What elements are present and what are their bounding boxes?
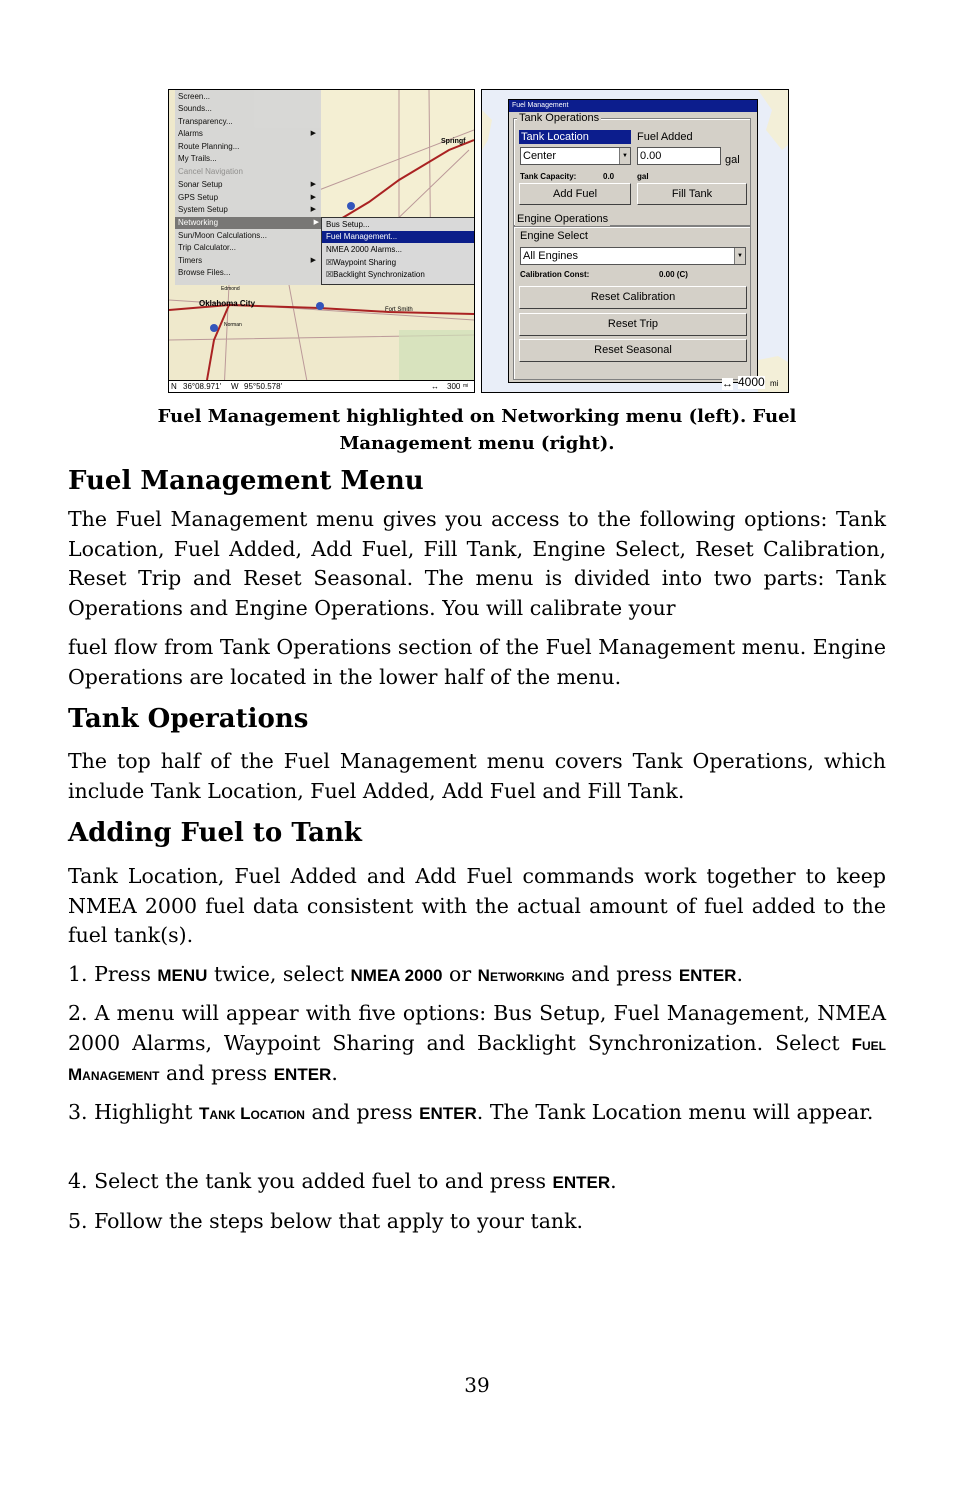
step-4-text-b: . [610,1169,617,1193]
step-5: 5. Follow the steps below that apply to your tank. [68,1209,584,1233]
tank-capacity-value: 0.0 [603,172,615,181]
zoom-arrow-icon: ↔ [431,382,439,391]
step-1-key-enter: ENTER [678,966,737,985]
map-status-bar [169,380,474,392]
calibration-const-value: 0.00 (C) [659,270,688,279]
map-label-springfield: Springf [441,138,466,145]
reset-trip-button[interactable]: Reset Trip [519,313,747,336]
paragraph-tank-operations: The top half of the Fuel Management menu covers Tank Operations, which include Tank Location, Fuel Added, Add Fuel and Fill Tank. [68,749,886,803]
fuel-added-input[interactable]: 0.00 [637,147,721,165]
step-1-text-a: 1. Press [68,962,158,986]
step-1-key-networking: Networking [477,966,565,985]
engine-select-label: Engine Select [520,230,588,242]
fuel-added-label: Fuel Added [637,131,693,143]
page-number: 39 [464,1373,490,1397]
submenu-item-backlight-sync[interactable] [326,269,425,281]
networking-submenu [321,217,475,285]
menu-item-sounds[interactable]: Sounds... [178,104,212,113]
right-zoom-unit: mi [770,379,779,388]
tank-capacity-label: Tank Capacity: [520,172,577,181]
status-zoom: 300 [447,382,461,391]
status-lat-prefix: N [171,382,177,391]
menu-item-browse-files[interactable]: Browse Files... [178,268,231,277]
figure-caption [68,403,886,457]
step-2-text-c: . [331,1061,338,1085]
arrow-right-icon: ▶ [310,181,316,188]
fuel-management-screenshot [481,89,789,393]
map-label-oklahoma-city: Oklahoma City [199,299,256,308]
step-2-text-b: and press [159,1061,274,1085]
caption-line-1: Fuel Management highlighted on Networking menu (left). Fuel [157,406,797,427]
tank-location-label[interactable]: Tank Location [519,130,631,144]
paragraph-intro: The Fuel Management menu gives you access to the following options: Tank Location, Fuel Added, Add Fuel, Fill Tank, Engine Select, Reset Calibration, Reset Trip and Reset Seasonal. The menu is divided into two parts: Tank Operations and Engine Operations. You will calibrate your [68,507,886,620]
step-3-key-tank-location: Tank Location [199,1104,305,1123]
step-2-key-enter: ENTER [273,1065,332,1084]
menu-item-system-setup[interactable] [178,204,318,216]
fill-tank-button[interactable]: Fill Tank [637,183,747,205]
zoom-arrow-icon: ↔ [722,378,733,390]
menu-item-networking-label: Networking [178,218,219,227]
tank-location-select[interactable] [520,147,631,165]
menu-item-trip-calculator[interactable]: Trip Calculator... [178,243,236,252]
step-2-key-fuel-management: Fuel Management [68,1034,886,1084]
arrow-right-icon: ▶ [310,194,316,201]
menu-item-timers[interactable] [178,255,318,267]
menu-item-screen[interactable]: Screen... [178,92,211,101]
step-1-key-menu: MENU [157,966,208,985]
submenu-item-nmea-alarms[interactable]: NMEA 2000 Alarms... [326,245,403,254]
step-2 [68,999,886,1090]
checkbox-icon: ☒ [326,270,334,279]
menu-item-alarms[interactable] [178,128,318,140]
heading-fuel-management-menu: Fuel Management Menu [68,466,424,496]
step-3-text-a: 3. Highlight [68,1100,200,1124]
step-1 [68,960,886,991]
right-zoom-level: 4000 [738,375,765,389]
arrow-right-icon: ▶ [310,130,316,137]
menu-item-sonar-setup-label: Sonar Setup [178,180,223,189]
heading-tank-operations: Tank Operations [68,704,309,734]
reset-calibration-button[interactable]: Reset Calibration [519,286,747,309]
reset-seasonal-button[interactable]: Reset Seasonal [519,339,747,362]
arrow-right-icon: ▶ [313,219,319,226]
menu-item-route-planning[interactable]: Route Planning... [178,142,240,151]
step-4-text-a: 4. Select the tank you added fuel to and press [68,1169,553,1193]
map-label-norman: Norman [224,322,242,328]
step-2-text-a: 2. A menu will appear with five options: Bus Setup, Fuel Management, NMEA 2000 Alarms, Waypoint Sharing and Backlight Synchronization. Select [68,1001,886,1055]
dropdown-arrow-icon: ▼ [734,248,745,264]
menu-item-networking[interactable] [175,217,321,229]
fuel-added-unit: gal [725,154,740,166]
step-1-text-d: and press [564,962,679,986]
menu-item-my-trails[interactable]: My Trails... [178,154,217,163]
menu-item-gps-setup[interactable] [178,192,318,204]
dialog-title: Fuel Management [509,100,757,112]
step-1-key-nmea: NMEA 2000 [350,966,443,985]
submenu-item-bus-setup[interactable]: Bus Setup... [326,220,370,229]
status-zoom-unit: mi [463,383,469,389]
menu-item-sun-moon[interactable]: Sun/Moon Calculations... [178,231,267,240]
step-4 [68,1167,886,1198]
caption-line-2: Management menu (right). [339,433,615,454]
submenu-item-backlight-sync-label: Backlight Synchronization [333,270,425,279]
menu-item-cancel-navigation: Cancel Navigation [178,167,243,176]
tank-capacity-unit: gal [637,172,649,181]
step-3-key-enter: ENTER [419,1104,477,1123]
add-fuel-button[interactable]: Add Fuel [519,183,631,205]
engine-select-dropdown[interactable] [520,247,746,265]
submenu-item-fuel-management[interactable]: Fuel Management... [322,231,474,243]
dropdown-arrow-icon: ▼ [619,148,630,164]
engine-select-value: All Engines [523,250,579,262]
menu-item-alarms-label: Alarms [178,129,203,138]
submenu-item-waypoint-sharing[interactable] [326,257,396,269]
step-3-text-c: . The Tank Location menu will appear. [476,1100,874,1124]
map-label-edmond: Edmond [221,286,240,292]
paragraph-adding-fuel: Tank Location, Fuel Added and Add Fuel commands work together to keep NMEA 2000 fuel data consistent with the actual amount of fuel added to the fuel tank(s). [68,864,886,947]
arrow-right-icon: ▶ [310,257,316,264]
fuel-management-dialog [508,99,758,383]
menu-item-gps-setup-label: GPS Setup [178,193,219,202]
step-1-text-c: or [442,962,478,986]
menu-item-transparency[interactable]: Transparency... [178,117,233,126]
step-4-key-enter: ENTER [552,1173,611,1192]
main-menu [175,90,321,285]
tank-operations-label: Tank Operations [519,112,600,124]
submenu-item-waypoint-sharing-label: Waypoint Sharing [333,258,397,267]
step-1-text-b: twice, select [207,962,351,986]
arrow-right-icon: ▶ [310,206,316,213]
tank-location-value: Center [523,150,557,162]
menu-item-timers-label: Timers [178,256,203,265]
menu-item-sonar-setup[interactable] [178,179,318,191]
status-longitude: 95°50.578' [244,382,283,391]
networking-menu-screenshot [168,89,475,393]
step-3 [68,1098,886,1129]
heading-adding-fuel: Adding Fuel to Tank [68,818,362,848]
checkbox-icon: ☒ [326,258,334,267]
paragraph-intro-cont: fuel flow from Tank Operations section of the Fuel Management menu. Engine Operations are located in the lower half of the menu. [68,635,886,689]
status-latitude: 36°08.971' [183,382,222,391]
engine-operations-label: Engine Operations [517,213,609,225]
step-3-text-b: and press [304,1100,420,1124]
calibration-const-label: Calibration Const: [520,270,590,279]
map-label-fort-smith: Fort Smith [385,307,413,313]
step-1-text-e: . [736,962,743,986]
status-lon-prefix: W [231,382,239,391]
menu-item-system-setup-label: System Setup [178,205,228,214]
